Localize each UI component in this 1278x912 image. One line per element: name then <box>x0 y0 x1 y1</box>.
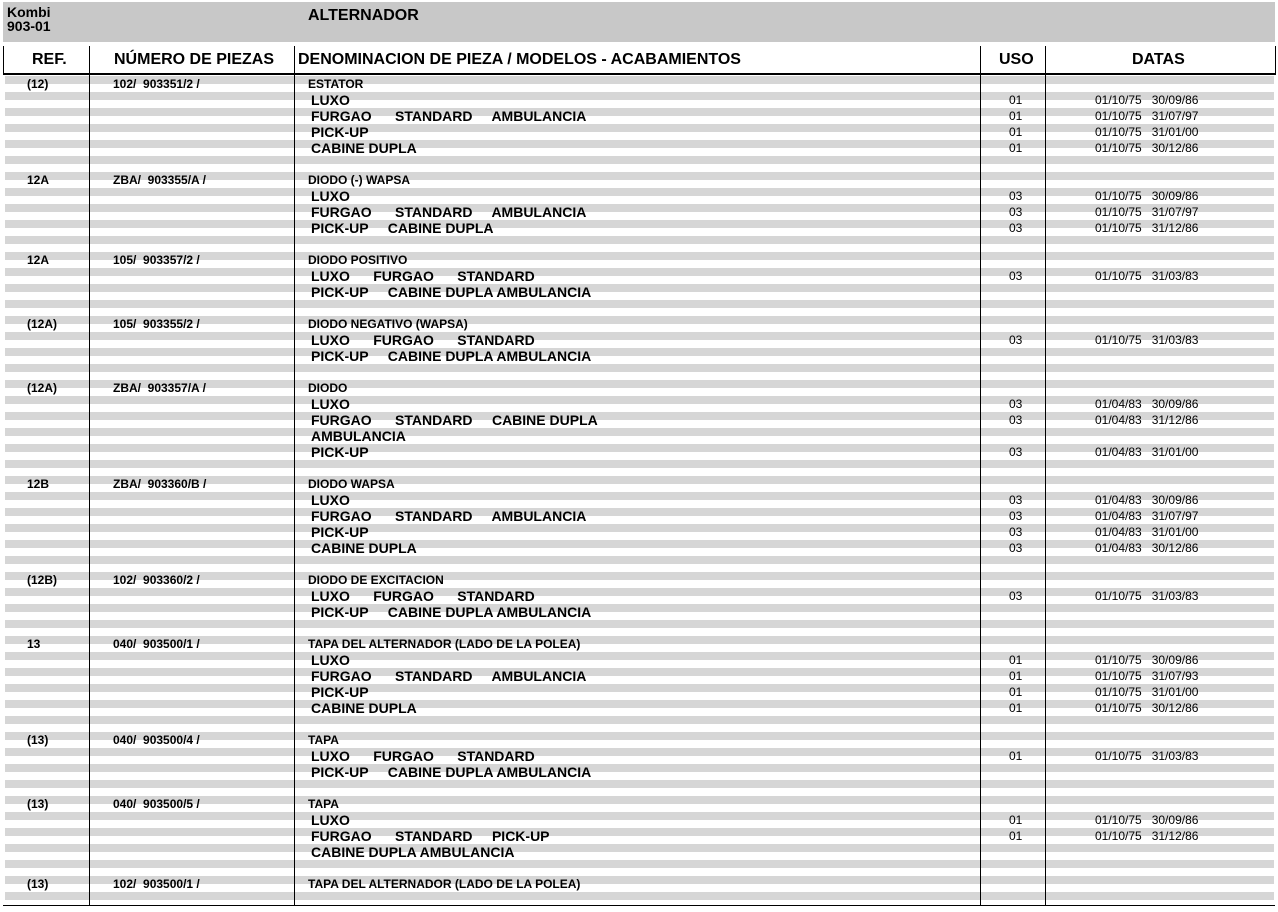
spacer-row <box>3 781 1275 797</box>
model-row <box>3 189 1275 205</box>
part-number-cell: 102/ 903500/1 / <box>113 877 200 891</box>
uso-cell: 03 <box>1009 541 1023 555</box>
description-cell: DIODO (-) WAPSA <box>308 173 410 187</box>
dates-cell: 01/10/75 31/07/93 <box>1095 669 1199 683</box>
model-row <box>3 333 1275 349</box>
col-ref: REF. <box>32 51 67 68</box>
description-cell: PICK-UP <box>311 524 369 540</box>
model-row <box>3 813 1275 829</box>
uso-cell: 03 <box>1009 509 1023 523</box>
description-cell: LUXO FURGAO STANDARD <box>311 588 535 604</box>
table-bottom-border <box>3 905 1275 906</box>
dates-cell: 01/10/75 30/12/86 <box>1095 141 1199 155</box>
part-row <box>3 573 1275 589</box>
dates-cell: 01/10/75 30/09/86 <box>1095 93 1199 107</box>
description-cell: CABINE DUPLA <box>311 540 417 556</box>
ref-cell: 13 <box>27 637 41 651</box>
part-number-cell: 102/ 903360/2 / <box>113 573 200 587</box>
description-cell: PICK-UP <box>311 124 369 140</box>
spacer-row <box>3 157 1275 173</box>
dates-cell: 01/10/75 31/07/97 <box>1095 109 1199 123</box>
description-cell: ESTATOR <box>308 77 364 91</box>
model-row <box>3 205 1275 221</box>
model-row <box>3 397 1275 413</box>
uso-cell: 01 <box>1009 669 1023 683</box>
description-cell: DIODO WAPSA <box>308 477 395 491</box>
description-cell: PICK-UP <box>311 684 369 700</box>
description-cell: PICK-UP CABINE DUPLA AMBULANCIA <box>311 348 592 364</box>
dates-cell: 01/10/75 31/12/86 <box>1095 221 1199 235</box>
part-number-cell: 105/ 903355/2 / <box>113 317 200 331</box>
ref-cell: (12A) <box>27 381 58 395</box>
part-number-cell: ZBA/ 903360/B / <box>113 477 207 491</box>
spacer-row <box>3 301 1275 317</box>
vehicle-code: 903-01 <box>7 18 51 34</box>
spacer-row <box>3 861 1275 877</box>
dates-cell: 01/04/83 30/12/86 <box>1095 541 1199 555</box>
model-row <box>3 109 1275 125</box>
model-row <box>3 541 1275 557</box>
part-number-cell: 105/ 903357/2 / <box>113 253 200 267</box>
dates-cell: 01/10/75 31/03/83 <box>1095 333 1199 347</box>
column-divider <box>294 46 295 906</box>
uso-cell: 01 <box>1009 109 1023 123</box>
title-bar <box>3 2 1275 42</box>
description-cell: LUXO <box>311 812 350 828</box>
part-number-cell: 040/ 903500/4 / <box>113 733 200 747</box>
model-row <box>3 93 1275 109</box>
part-row <box>3 381 1275 397</box>
description-cell: LUXO <box>311 492 350 508</box>
description-cell: PICK-UP CABINE DUPLA AMBULANCIA <box>311 604 592 620</box>
spacer-row <box>3 557 1275 573</box>
uso-cell: 03 <box>1009 525 1023 539</box>
description-cell: LUXO FURGAO STANDARD <box>311 268 535 284</box>
table-header <box>3 46 1276 75</box>
uso-cell: 03 <box>1009 493 1023 507</box>
uso-cell: 01 <box>1009 93 1023 107</box>
ref-cell: (13) <box>27 733 49 747</box>
column-divider <box>980 46 981 906</box>
uso-cell: 03 <box>1009 333 1023 347</box>
model-row <box>3 413 1275 429</box>
col-description: DENOMINACION DE PIEZA / MODELOS - ACABAMIENTOS <box>298 51 741 68</box>
uso-cell: 03 <box>1009 445 1023 459</box>
ref-cell: (13) <box>27 877 49 891</box>
part-row <box>3 477 1275 493</box>
dates-cell: 01/04/83 30/09/86 <box>1095 493 1199 507</box>
dates-cell: 01/04/83 30/09/86 <box>1095 397 1199 411</box>
model-row <box>3 125 1275 141</box>
model-row <box>3 685 1275 701</box>
description-cell: TAPA <box>308 733 339 747</box>
part-row <box>3 733 1275 749</box>
description-cell: PICK-UP CABINE DUPLA AMBULANCIA <box>311 284 592 300</box>
uso-cell: 03 <box>1009 589 1023 603</box>
part-number-cell: 102/ 903351/2 / <box>113 77 200 91</box>
model-row <box>3 765 1275 781</box>
description-cell: FURGAO STANDARD AMBULANCIA <box>311 204 587 220</box>
spacer-row <box>3 461 1275 477</box>
part-row <box>3 797 1275 813</box>
part-number-cell: ZBA/ 903357/A / <box>113 381 206 395</box>
part-number-cell: 040/ 903500/5 / <box>113 797 200 811</box>
vehicle-name: Kombi <box>7 4 51 20</box>
part-row <box>3 637 1275 653</box>
model-row <box>3 669 1275 685</box>
model-row <box>3 141 1275 157</box>
model-row <box>3 445 1275 461</box>
model-row <box>3 605 1275 621</box>
part-row <box>3 317 1275 333</box>
part-row <box>3 253 1275 269</box>
model-row <box>3 701 1275 717</box>
ref-cell: 12B <box>27 477 50 491</box>
part-number-cell: ZBA/ 903355/A / <box>113 173 206 187</box>
part-number-cell: 040/ 903500/1 / <box>113 637 200 651</box>
model-row <box>3 429 1275 445</box>
description-cell: CABINE DUPLA <box>311 140 417 156</box>
dates-cell: 01/10/75 30/12/86 <box>1095 701 1199 715</box>
model-row <box>3 493 1275 509</box>
spacer-row <box>3 365 1275 381</box>
dates-cell: 01/10/75 31/01/00 <box>1095 125 1199 139</box>
uso-cell: 03 <box>1009 189 1023 203</box>
dates-cell: 01/04/83 31/01/00 <box>1095 525 1199 539</box>
description-cell: LUXO <box>311 652 350 668</box>
uso-cell: 01 <box>1009 749 1023 763</box>
model-row <box>3 221 1275 237</box>
part-row <box>3 77 1275 93</box>
model-row <box>3 845 1275 861</box>
description-cell: LUXO <box>311 92 350 108</box>
model-row <box>3 509 1275 525</box>
row-stripe <box>5 892 1274 900</box>
model-row <box>3 349 1275 365</box>
ref-cell: 12A <box>27 253 50 267</box>
column-divider <box>1045 46 1046 906</box>
spacer-row <box>3 237 1275 253</box>
description-cell: LUXO <box>311 396 350 412</box>
description-cell: FURGAO STANDARD AMBULANCIA <box>311 508 587 524</box>
uso-cell: 03 <box>1009 413 1023 427</box>
description-cell: FURGAO STANDARD CABINE DUPLA <box>311 412 598 428</box>
column-divider <box>89 46 90 906</box>
uso-cell: 01 <box>1009 653 1023 667</box>
dates-cell: 01/04/83 31/12/86 <box>1095 413 1199 427</box>
dates-cell: 01/10/75 31/12/86 <box>1095 829 1199 843</box>
description-cell: PICK-UP CABINE DUPLA <box>311 220 494 236</box>
ref-cell: (12B) <box>27 573 58 587</box>
ref-cell: (12A) <box>27 317 58 331</box>
description-cell: DIODO NEGATIVO (WAPSA) <box>308 317 468 331</box>
description-cell: LUXO FURGAO STANDARD <box>311 332 535 348</box>
dates-cell: 01/10/75 30/09/86 <box>1095 813 1199 827</box>
uso-cell: 01 <box>1009 141 1023 155</box>
ref-cell: (13) <box>27 797 49 811</box>
description-cell: FURGAO STANDARD AMBULANCIA <box>311 108 587 124</box>
model-row <box>3 589 1275 605</box>
dates-cell: 01/10/75 30/09/86 <box>1095 189 1199 203</box>
description-cell: DIODO <box>308 381 348 395</box>
dates-cell: 01/04/83 31/07/97 <box>1095 509 1199 523</box>
dates-cell: 01/10/75 31/07/97 <box>1095 205 1199 219</box>
part-row <box>3 877 1275 893</box>
description-cell: PICK-UP <box>311 444 369 460</box>
uso-cell: 01 <box>1009 125 1023 139</box>
description-cell: TAPA <box>308 797 339 811</box>
uso-cell: 01 <box>1009 685 1023 699</box>
uso-cell: 03 <box>1009 205 1023 219</box>
spacer-row <box>3 621 1275 637</box>
part-row <box>3 173 1275 189</box>
description-cell: LUXO <box>311 188 350 204</box>
spacer-row <box>3 717 1275 733</box>
description-cell: CABINE DUPLA <box>311 700 417 716</box>
uso-cell: 01 <box>1009 813 1023 827</box>
description-cell: FURGAO STANDARD PICK-UP <box>311 828 550 844</box>
description-cell: DIODO DE EXCITACION <box>308 573 444 587</box>
dates-cell: 01/10/75 31/03/83 <box>1095 589 1199 603</box>
dates-cell: 01/04/83 31/01/00 <box>1095 445 1199 459</box>
model-row <box>3 525 1275 541</box>
uso-cell: 01 <box>1009 701 1023 715</box>
description-cell: FURGAO STANDARD AMBULANCIA <box>311 668 587 684</box>
description-cell: DIODO POSITIVO <box>308 253 408 267</box>
model-row <box>3 829 1275 845</box>
model-row <box>3 269 1275 285</box>
ref-cell: (12) <box>27 77 49 91</box>
section-title: ALTERNADOR <box>308 7 419 24</box>
description-cell: LUXO FURGAO STANDARD <box>311 748 535 764</box>
description-cell: TAPA DEL ALTERNADOR (LADO DE LA POLEA) <box>308 877 581 891</box>
col-part-number: NÚMERO DE PIEZAS <box>114 51 275 68</box>
uso-cell: 03 <box>1009 221 1023 235</box>
dates-cell: 01/10/75 31/03/83 <box>1095 749 1199 763</box>
parts-catalog-page <box>3 2 1276 906</box>
model-row <box>3 285 1275 301</box>
description-cell: TAPA DEL ALTERNADOR (LADO DE LA POLEA) <box>308 637 581 651</box>
uso-cell: 03 <box>1009 269 1023 283</box>
description-cell: AMBULANCIA <box>311 428 406 444</box>
parts-table-body <box>3 75 1275 905</box>
model-row <box>3 653 1275 669</box>
description-cell: PICK-UP CABINE DUPLA AMBULANCIA <box>311 764 592 780</box>
description-cell: CABINE DUPLA AMBULANCIA <box>311 844 515 860</box>
uso-cell: 01 <box>1009 829 1023 843</box>
col-dates: DATAS <box>1132 51 1185 68</box>
uso-cell: 03 <box>1009 397 1023 411</box>
vehicle-model <box>7 5 51 33</box>
dates-cell: 01/10/75 30/09/86 <box>1095 653 1199 667</box>
dates-cell: 01/10/75 31/03/83 <box>1095 269 1199 283</box>
dates-cell: 01/10/75 31/01/00 <box>1095 685 1199 699</box>
ref-cell: 12A <box>27 173 50 187</box>
col-uso: USO <box>999 51 1034 68</box>
model-row <box>3 749 1275 765</box>
